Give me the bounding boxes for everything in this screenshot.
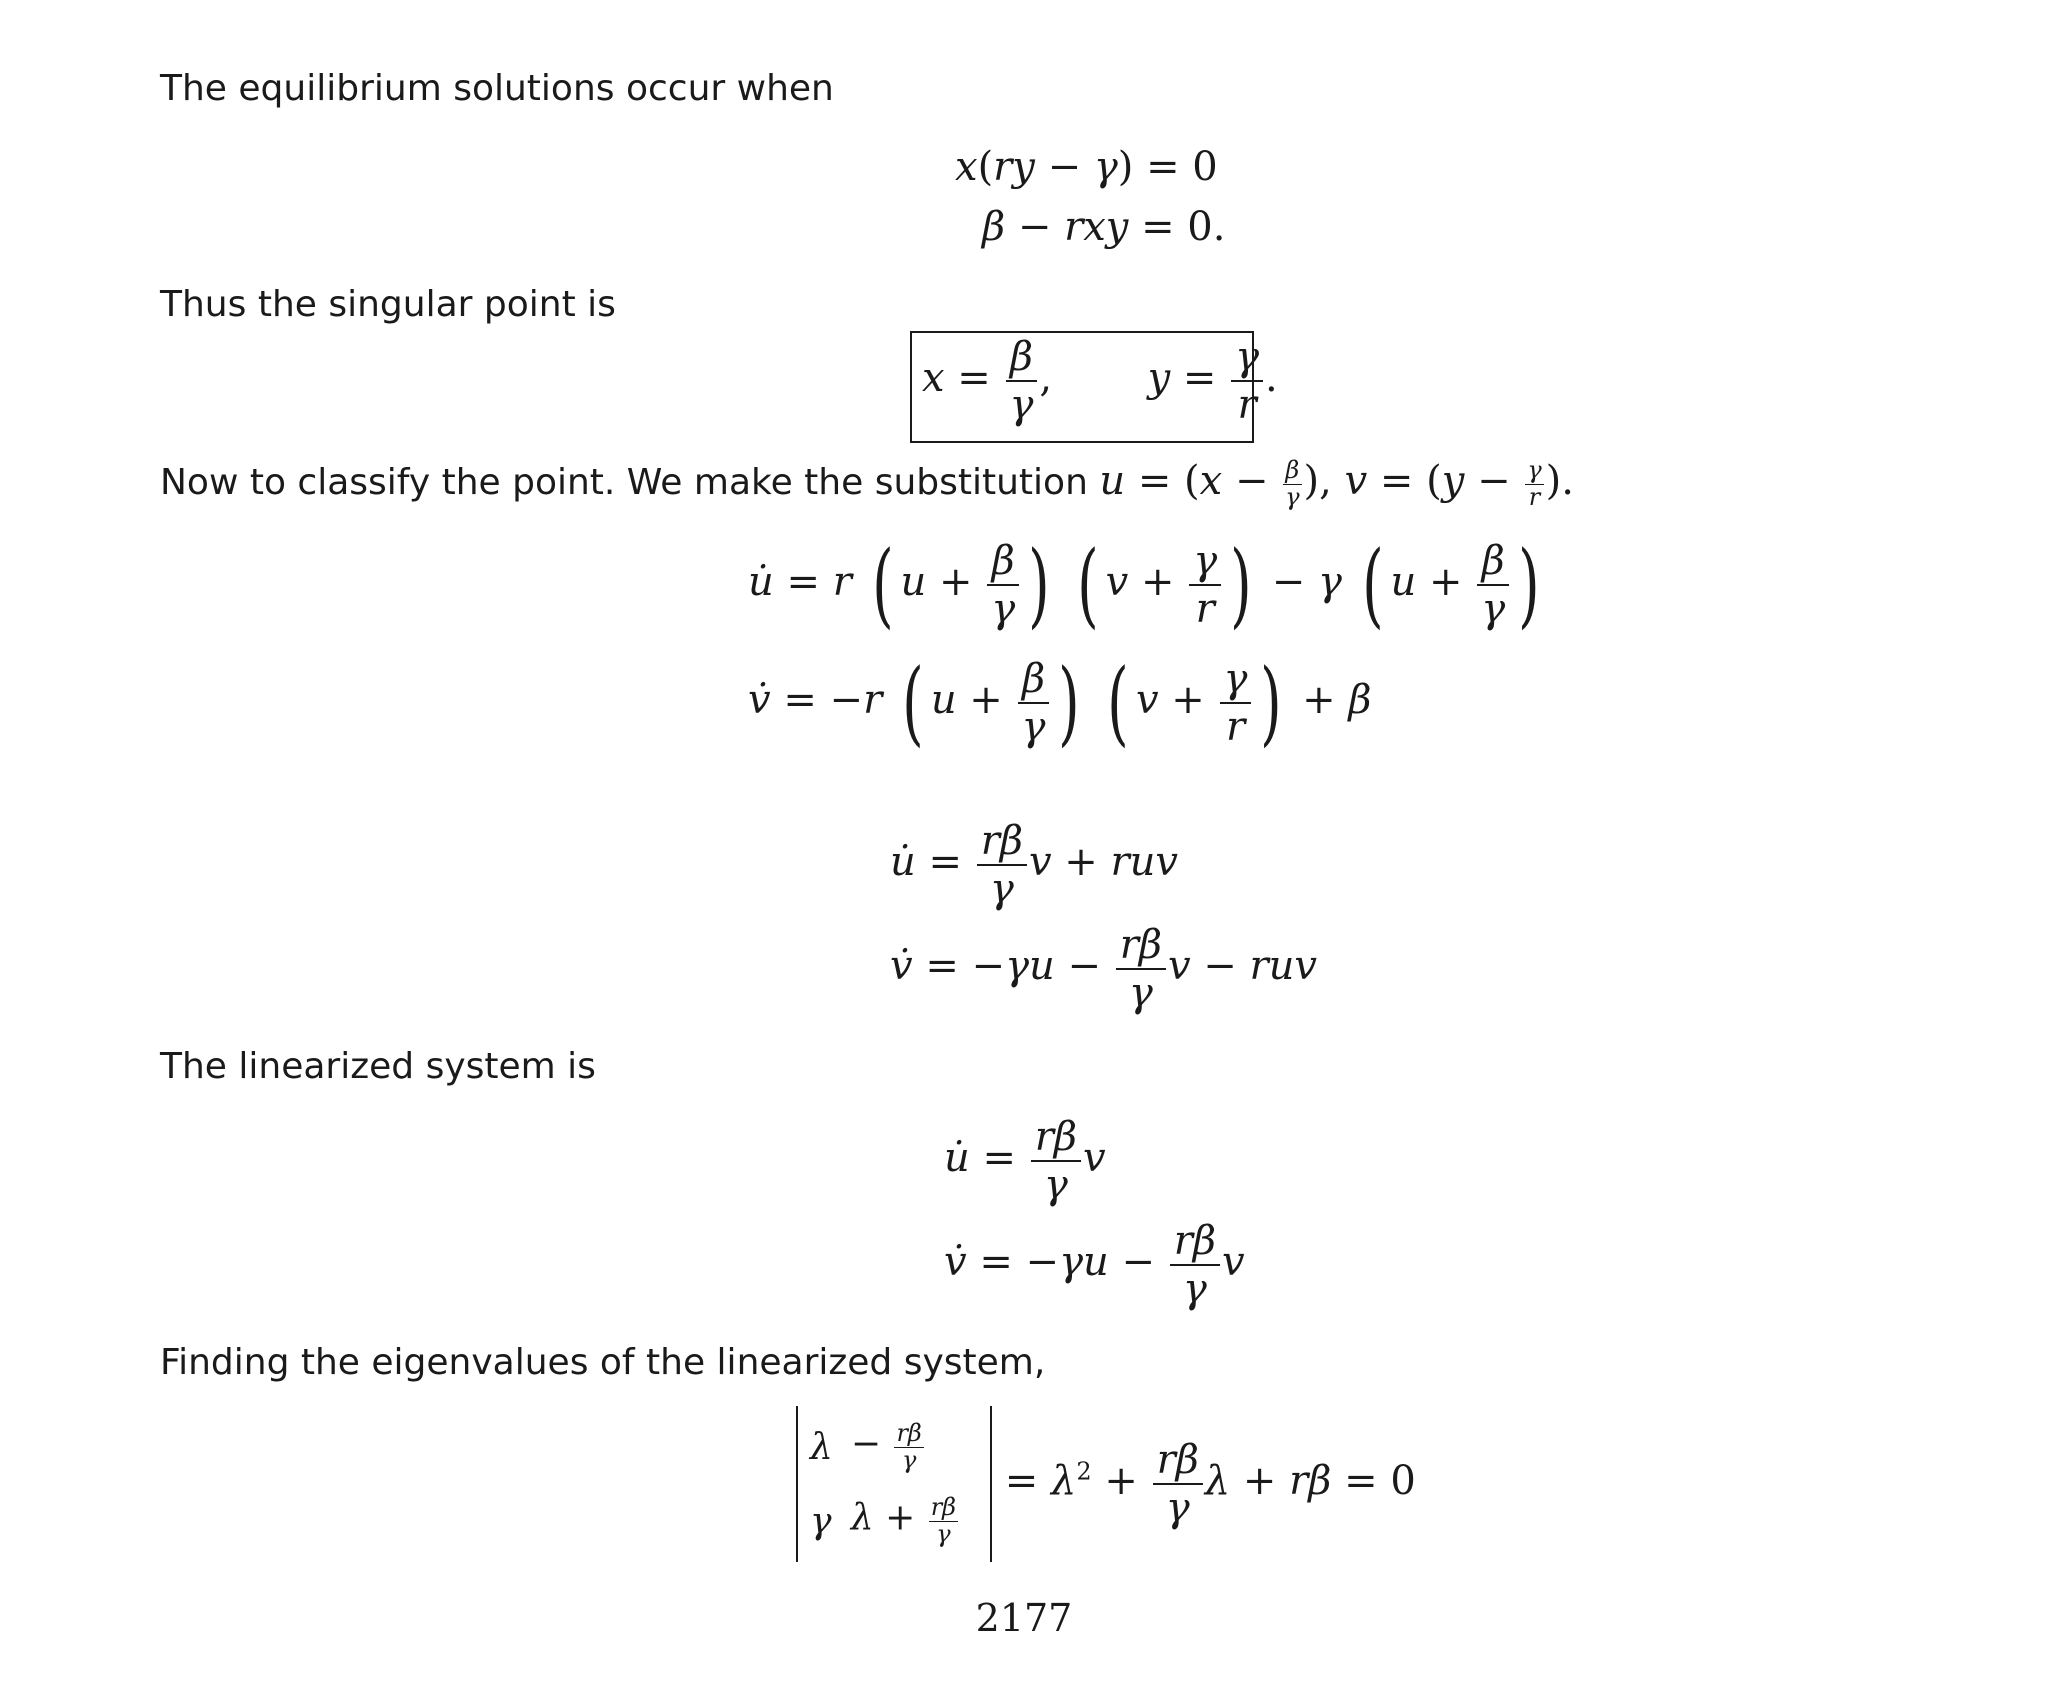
equation-equilibrium-1: x(ry − γ) = 0 xyxy=(955,144,1218,190)
determinant: λ − $\frac{r\beta}{\gamma}$ γ λ + $\frac{r\beta}{\gamma}$ xyxy=(796,1406,992,1562)
equation-vdot-linear: v̇ = −γu − $\frac{r\beta}{\gamma}$ v xyxy=(944,1218,1245,1312)
equation-udot-linear: u̇ = $\frac{r\beta}{\gamma}$ v xyxy=(944,1114,1106,1208)
paragraph-eigenvalues: Finding the eigenvalues of the linearized system, xyxy=(160,1342,1046,1383)
equation-characteristic: λ − $\frac{r\beta}{\gamma}$ γ λ + $\frac{r\beta}{\gamma}$ = $\lambda^2$ + $\frac{r\beta}{\gamma}$ λ + rβ = 0 xyxy=(796,1406,1416,1562)
equation-udot-substituted: u̇ = r ( u + $\frac{\beta}{\gamma}$ ) ( v + $\frac{\gamma}{r}$ ) − γ ( u + $\frac{\beta}{\gamma}$ ) xyxy=(748,531,1540,638)
paragraph-substitution xyxy=(160,458,1574,510)
paragraph-substitution-text: Now to classify the point. We make the substitution xyxy=(160,462,1088,503)
equation-equilibrium-2: β − rxy = 0. xyxy=(982,204,1226,250)
equation-vdot-expanded: v̇ = −γu − $\frac{r\beta}{\gamma}$ v − ruv xyxy=(890,922,1317,1016)
paragraph-linearized: The linearized system is xyxy=(160,1046,596,1087)
paragraph-equilibrium-intro: The equilibrium solutions occur when xyxy=(160,68,834,109)
paragraph-singular-point: Thus the singular point is xyxy=(160,284,616,325)
inline-substitution: u = (x − $\frac{\beta}{\gamma}$ ), v = (y − $\frac{\gamma}{r}$ ). xyxy=(1099,456,1574,511)
page-number: 2177 xyxy=(975,1596,1073,1640)
equation-udot-expanded: u̇ = $\frac{r\beta}{\gamma}$ v + ruv xyxy=(890,818,1179,912)
equation-singular-point: x = $\frac{\beta}{\gamma}$ , y = $\frac{\gamma}{r}$ . xyxy=(922,334,1278,428)
equation-vdot-substituted: v̇ = −r ( u + $\frac{\beta}{\gamma}$ ) ( v + $\frac{\gamma}{r}$ ) + β xyxy=(748,649,1372,756)
